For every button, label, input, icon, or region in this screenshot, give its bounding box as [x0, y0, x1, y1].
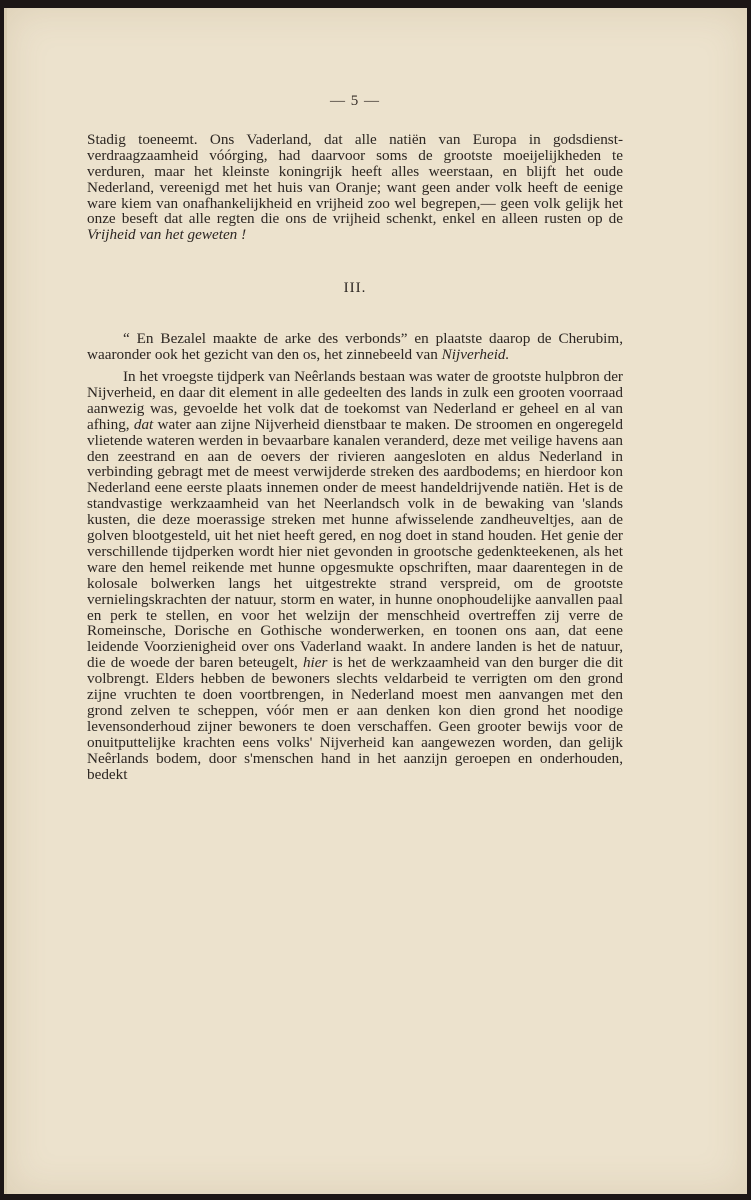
paragraph-1-text: Stadig toeneemt. Ons Vaderland, dat alle natiën van Europa in godsdienst-verdraagzaamheid vóórging, had daarvoor soms de grootste moeijelijkheden te verduren, maar het kleinste koningrijk heeft alles weerstaan, en blijft het oude Nederland, vereenigd met het huis van Oranje; want geen ander volk heeft de eenige ware kiem van onafhankelijkheid en vrijheid zoo wel begrepen,— geen volk gelijk het onze beseft dat alle regten die ons de vrijheid schenkt, enkel en alleen rusten op de — [87, 130, 623, 228]
paragraph-3 — [87, 369, 623, 783]
page-number: — 5 — — [330, 93, 380, 109]
paragraph-2 — [87, 331, 623, 363]
paragraph-3-italic-a: dat — [133, 415, 154, 433]
paragraph-2-italic: Nijverheid. — [441, 346, 510, 364]
paragraph-3-text-b: water aan zijne Nijverheid dienstbaar te maken. De stroomen en ongeregeld vlietende wateren werden in bevaarbare kanalen veranderd, deze met veilige havens aan den zeestrand en aan de oevers der rivieren aangesloten en aldus Nederland in verbinding gebragt met de meest verwijderde streken des aardbodems; en hierdoor kon Nederland eene eerste plaats innemen onder de meest handeldrijvende natiën. Het is de standvastige werkzaamheid van het Neerlandsch volk in de bewaking van 'slands kusten, die deze moerassige streken met hunne afwisselende zandheuveltjes, aan de golven blootgesteld, uit het niet heeft gered, en nog doet in stand houden. Het genie der verschillende tijdperken wordt hier niet gevonden in grootsche gedenkteekenen, als het ware den hemel reikende met hunne opgesmukte opschriften, maar daarentegen in de kolosale bolwerken langs het uitgestrekte strand verspreid, om de grootste vernielingskrachten der natuur, storm en water, in hunne onophoudelijke aanvallen paal en perk te stellen, en voor het welzijn der menschheid overtreffen zij verre de Romeinsche, Dorische en Gothische wonderwerken, en toonen ons aan, dat eene leidende Voorzienigheid over ons Vaderland waakt. In andere landen is het de natuur, die de woede der baren beteugelt, — [87, 415, 623, 672]
paragraph-1-italic: Vrijheid van het geweten ! — [87, 226, 247, 244]
paragraph-1 — [87, 132, 623, 243]
section-heading: III. — [343, 280, 367, 297]
book-page — [4, 8, 747, 1194]
paragraph-3-text-a: In het vroegste tijdperk van Neêrlands bestaan was water de grootste hulpbron der Nijverheid, en daar dit element in alle gedeelten des lands in zulk een grooten voorraad aanwezig was, gevoelde het volk dat de toekomst van Nederland er geheel en al van afhing, — [87, 367, 623, 433]
page-content — [87, 94, 623, 783]
paragraph-3-text-c: is het de werkzaamheid van den burger die dit volbrengt. Elders hebben de bewoners slechts veldarbeid te verrigten om den grond zijne vruchten te doen voortbrengen, in Nederland moest men aanvangen met den grond zelven te scheppen, vóór men er aan denken kon dien grond het noodige levensonderhoud zijner bewoners te doen verschaffen. Geen grooter bewijs voor de onuitputtelijke krachten eens volks' Nijverheid kan aangewezen worden, dan gelijk Neêrlands bodem, door s'menschen hand in het aanzijn geroepen en onderhouden, bedekt — [87, 654, 624, 783]
paragraph-3-italic-b: hier — [302, 654, 328, 672]
paragraph-2-text: “ En Bezalel maakte de arke des verbonds” en plaatste daarop de Cherubim, waaronder ook het gezicht van den os, het zinnebeeld van — [87, 330, 623, 364]
